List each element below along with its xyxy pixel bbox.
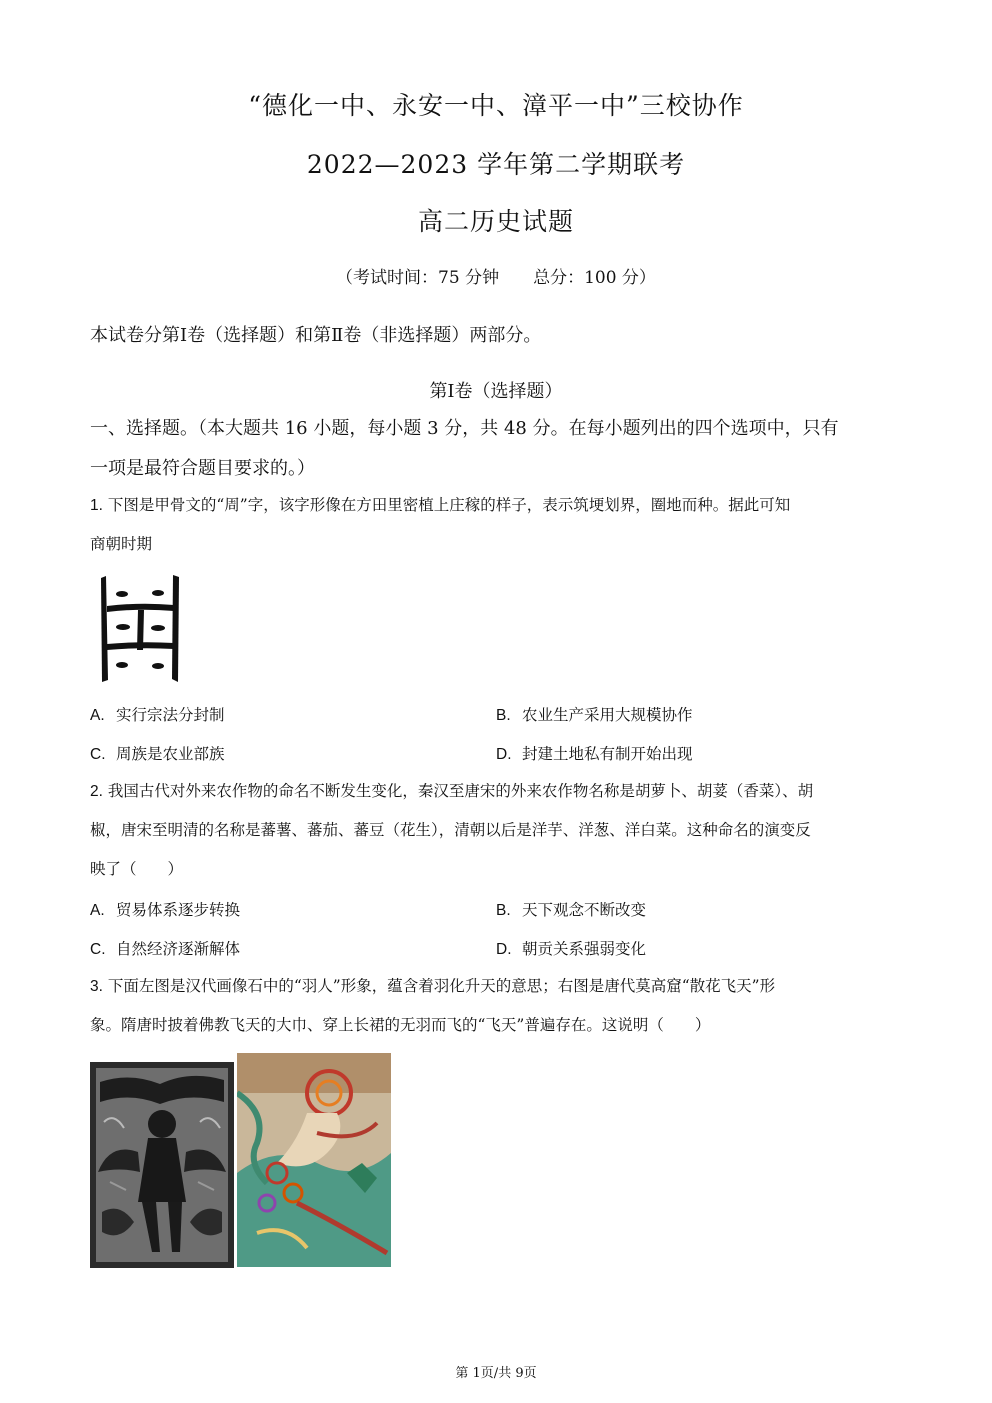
- option-label: A.: [90, 902, 105, 919]
- option-text: 贸易体系逐步转换: [116, 901, 241, 919]
- option-text: 农业生产采用大规模协作: [522, 706, 693, 724]
- question-1-option-a[interactable]: [90, 703, 225, 725]
- option-label: C.: [90, 746, 106, 763]
- question-2-stem: [90, 772, 905, 889]
- title-line-2: 2022—2023 学年第二学期联考: [306, 150, 686, 179]
- title-line-1: “德化一中、永安一中、漳平一中”三校协作: [248, 91, 744, 120]
- intro-text: 本试卷分第Ⅰ卷（选择题）和第Ⅱ卷（非选择题）两部分。: [90, 325, 542, 346]
- question-2-stem-line-3: 映了（ ）: [90, 860, 184, 878]
- option-text: 封建土地私有制开始出现: [522, 745, 693, 763]
- option-label: A.: [90, 707, 105, 724]
- question-2-stem-line-2: 椒，唐宋至明清的名称是蕃薯、蕃茄、蕃豆（花生），清朝以后是洋芋、洋葱、洋白菜。这种命名的演变反: [90, 821, 811, 839]
- option-label: D.: [496, 941, 512, 958]
- question-2-option-c[interactable]: [90, 937, 240, 959]
- title-line-3: 高二历史试题: [417, 207, 574, 236]
- page-footer: 第 1页/共 9页: [455, 1366, 537, 1381]
- question-number: 2.: [90, 783, 103, 800]
- instructions-line-2: 一项是最符合题目要求的。）: [90, 458, 315, 479]
- question-1-stem-line-1: 下图是甲骨文的“周”字，该字形像在方田里密植上庄稼的样子，表示筑埂划界，圈地而种。据此可知: [107, 496, 791, 514]
- han-stone-relief-image: [90, 1062, 234, 1268]
- option-text: 天下观念不断改变: [522, 901, 647, 919]
- question-2-option-a[interactable]: [90, 898, 240, 920]
- question-3-stem-line-2: 象。隋唐时披着佛教飞天的大巾、穿上长裙的无羽而飞的“飞天”普遍存在。这说明（ ）: [90, 1016, 711, 1034]
- option-label: D.: [496, 746, 512, 763]
- instructions-line-1: 一、选择题。（本大题共 16 小题，每小题 3 分，共 48 分。在每小题列出的四个选项中，只有: [90, 418, 839, 439]
- option-text: 周族是农业部族: [116, 745, 225, 763]
- question-1-stem: [90, 486, 905, 564]
- question-number: 1.: [90, 497, 103, 514]
- question-2-option-d[interactable]: [496, 937, 646, 959]
- question-1-stem-line-2: 商朝时期: [90, 535, 153, 553]
- question-1-option-c[interactable]: [90, 742, 225, 764]
- exam-info: （考试时间：75 分钟 总分：100 分）: [336, 268, 656, 288]
- option-text: 实行宗法分封制: [116, 706, 225, 724]
- question-2-option-b[interactable]: [496, 898, 646, 920]
- option-text: 朝贡关系强弱变化: [522, 940, 647, 958]
- dunhuang-flying-apsara-image: [237, 1053, 391, 1267]
- question-3-stem: [90, 967, 905, 1045]
- question-1-option-d[interactable]: [496, 742, 693, 764]
- question-number: 3.: [90, 978, 103, 995]
- option-label: B.: [496, 707, 511, 724]
- question-2-stem-line-1: 我国古代对外来农作物的命名不断发生变化，秦汉至唐宋的外来农作物名称是胡萝卜、胡荽（香菜）、胡: [107, 782, 814, 800]
- option-text: 自然经济逐渐解体: [116, 940, 241, 958]
- option-label: C.: [90, 941, 106, 958]
- oracle-bone-zhou-figure: [95, 572, 187, 684]
- question-3-stem-line-1: 下面左图是汉代画像石中的“羽人”形象，蕴含着羽化升天的意思；右图是唐代莫高窟“散花飞天”形: [107, 977, 776, 995]
- question-1-option-b[interactable]: [496, 703, 693, 725]
- section-heading: 第Ⅰ卷（选择题）: [429, 381, 563, 402]
- option-label: B.: [496, 902, 511, 919]
